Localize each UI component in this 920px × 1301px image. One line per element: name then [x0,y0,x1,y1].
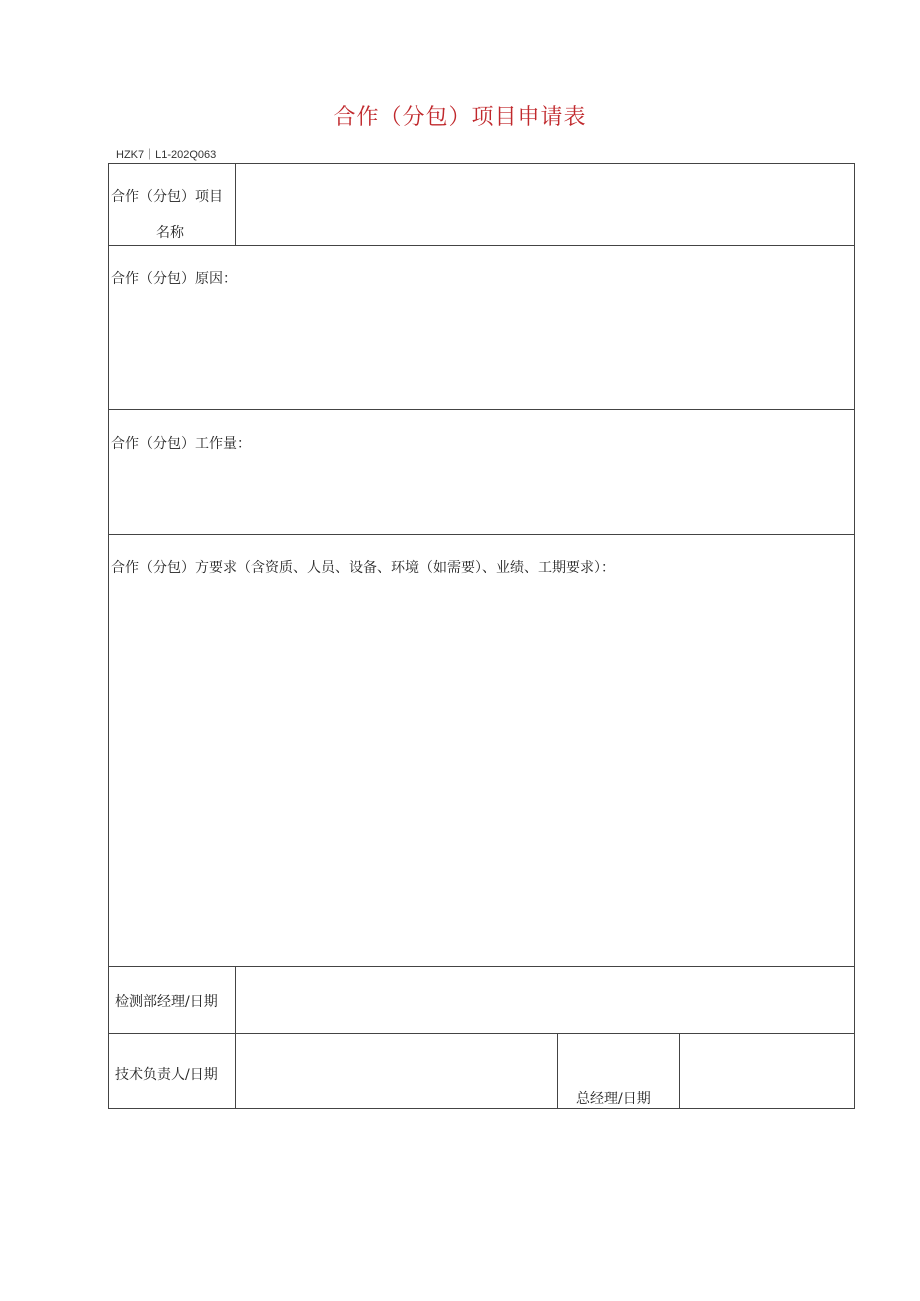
application-form-table [108,163,855,1109]
column-divider [557,1033,558,1109]
requirements-field[interactable] [109,584,854,965]
project-name-field[interactable] [236,164,854,244]
general-manager-signature-field[interactable] [680,1034,854,1108]
form-code: HZK7｜L1-202Q063 [116,149,217,161]
workload-label: 合作（分包）工作量： [111,436,251,452]
reason-field[interactable] [109,294,854,408]
row-divider [109,409,854,410]
tech-lead-label: 技术负责人/日期 [115,1067,218,1083]
requirements-label: 合作（分包）方要求（含资质、人员、设备、环境（如需要）、业绩、工期要求）： [111,560,615,576]
tech-lead-signature-field[interactable] [236,1034,556,1108]
general-manager-label: 总经理/日期 [576,1091,651,1107]
form-title: 合作（分包）项目申请表 [333,105,587,130]
reason-label: 合作（分包）原因： [111,271,237,287]
row-divider [109,534,854,535]
lab-manager-label: 检测部经理/日期 [115,994,218,1010]
row-divider [109,245,854,246]
project-name-label: 合作（分包）项目 [111,189,223,205]
lab-manager-signature-field[interactable] [236,967,854,1032]
workload-field[interactable] [109,459,854,533]
project-name-label-cont: 名称 [156,225,184,241]
